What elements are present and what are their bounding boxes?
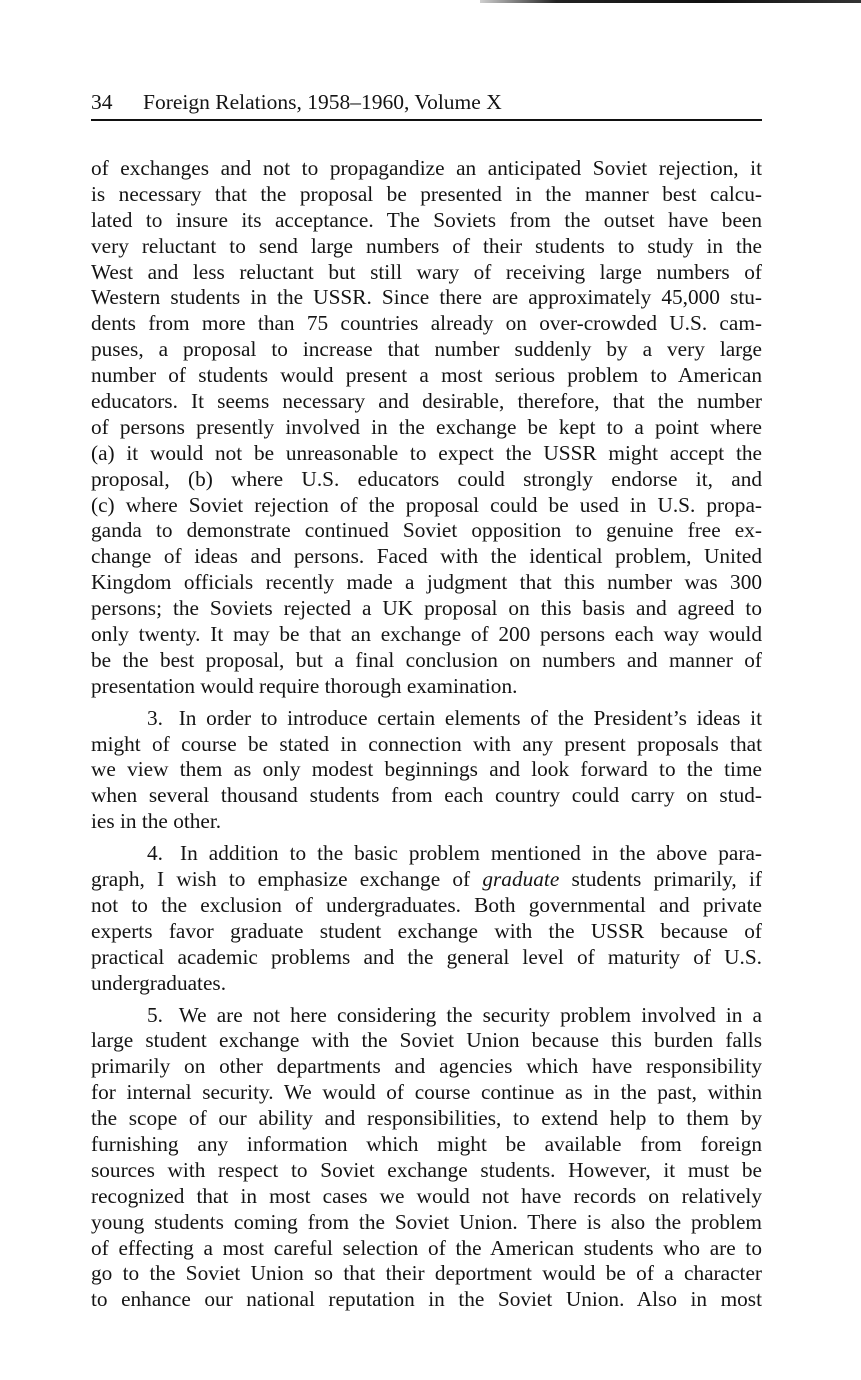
text-line: is necessary that the proposal be presented in the manner best calcu- [91,181,762,206]
text-line: (a) it would not be unreasonable to expect the USSR might accept the [91,440,762,465]
text-line: experts favor graduate student exchange with the USSR because of [91,918,762,943]
text-line: the scope of our ability and responsibilities, to extend help to them by [91,1106,762,1131]
text-line: undergraduates. [91,970,227,995]
text-line: of persons presently involved in the exchange be kept to a point where [91,414,762,439]
text-line: Kingdom officials recently made a judgment that this number was 300 [91,570,762,595]
text-line: primarily on other departments and agencies which have responsibility [91,1054,762,1079]
text-line: we view them as only modest beginnings and look forward to the time [91,757,762,782]
text-line: young students coming from the Soviet Union. There is also the problem [91,1209,762,1234]
paragraph-number: 5. [147,1002,163,1027]
text-line: when several thousand students from each country could carry on stud- [91,783,762,808]
text-line: change of ideas and persons. Faced with the identical problem, United [91,544,762,569]
paragraph-number: 4. [147,841,163,866]
text-line: ies in the other. [91,809,222,834]
text-line: for internal security. We would of course continue as in the past, within [91,1080,762,1105]
emphasis-graduate: graduate [482,867,560,892]
header-rule [91,119,762,121]
text-line: (c) where Soviet rejection of the proposal could be used in U.S. propa- [91,492,762,517]
text-line: go to the Soviet Union so that their deportment would be of a character [91,1261,762,1286]
running-header [91,86,762,118]
text-line: recognized that in most cases we would not have records on relatively [91,1183,762,1208]
text-line: large student exchange with the Soviet Union because this burden falls [91,1028,762,1053]
text-line: might of course be stated in connection with any present proposals that [91,731,762,756]
text-line: to enhance our national reputation in the Soviet Union. Also in most [91,1287,762,1312]
paragraph-4 [91,841,762,996]
text-line: furnishing any information which might be available from foreign [91,1131,762,1156]
text-line: 5. We are not here considering the security problem involved in a [147,1002,762,1027]
text-line: puses, a proposal to increase that number suddenly by a very large [91,337,762,362]
text-line: of exchanges and not to propagandize an anticipated Soviet rejection, it [91,156,762,180]
text-line: not to the exclusion of undergraduates. Both governmental and private [91,892,762,917]
paragraph-number: 3. [147,705,163,730]
text-line: 3. In order to introduce certain elements of the President’s ideas it [147,705,762,730]
text-line: proposal, (b) where U.S. educators could strongly endorse it, and [91,466,762,491]
page-number: 34 [91,90,113,114]
paragraph-3 [91,706,762,835]
text-line: lated to insure its acceptance. The Soviets from the outset have been [91,207,762,232]
text-line: ganda to demonstrate continued Soviet opposition to genuine free ex- [91,518,762,543]
text-line: 4. In addition to the basic problem mentioned in the above para- [147,841,762,866]
text-line: dents from more than 75 countries already on over-crowded U.S. cam- [91,311,762,336]
text-line: of effecting a most careful selection of the American students who are to [91,1235,762,1260]
paragraph-continued [91,156,762,700]
text-line: sources with respect to Soviet exchange students. However, it must be [91,1157,762,1182]
text-line: West and less reluctant but still wary of receiving large numbers of [91,259,762,284]
text-line: Western students in the USSR. Since there are approximately 45,000 stu- [91,285,762,310]
text-line: number of students would present a most serious problem to American [91,363,762,388]
text-line: only twenty. It may be that an exchange of 200 persons each way would [91,622,762,647]
text-line: practical academic problems and the general level of maturity of U.S. [91,944,762,969]
body-text [91,156,762,1313]
text-line: presentation would require thorough examination. [91,673,518,698]
paragraph-5 [91,1003,762,1314]
scan-edge-artifact [480,0,861,3]
text-line: educators. It seems necessary and desirable, therefore, that the number [91,389,762,414]
text-line: be the best proposal, but a final conclusion on numbers and manner of [91,647,762,672]
text-line: very reluctant to send large numbers of their students to study in the [91,233,762,258]
text-line: graph, I wish to emphasize exchange of graduate students primarily, if [91,867,762,892]
running-head-title: Foreign Relations, 1958–1960, Volume X [143,90,502,114]
text-line: persons; the Soviets rejected a UK proposal on this basis and agreed to [91,596,762,621]
